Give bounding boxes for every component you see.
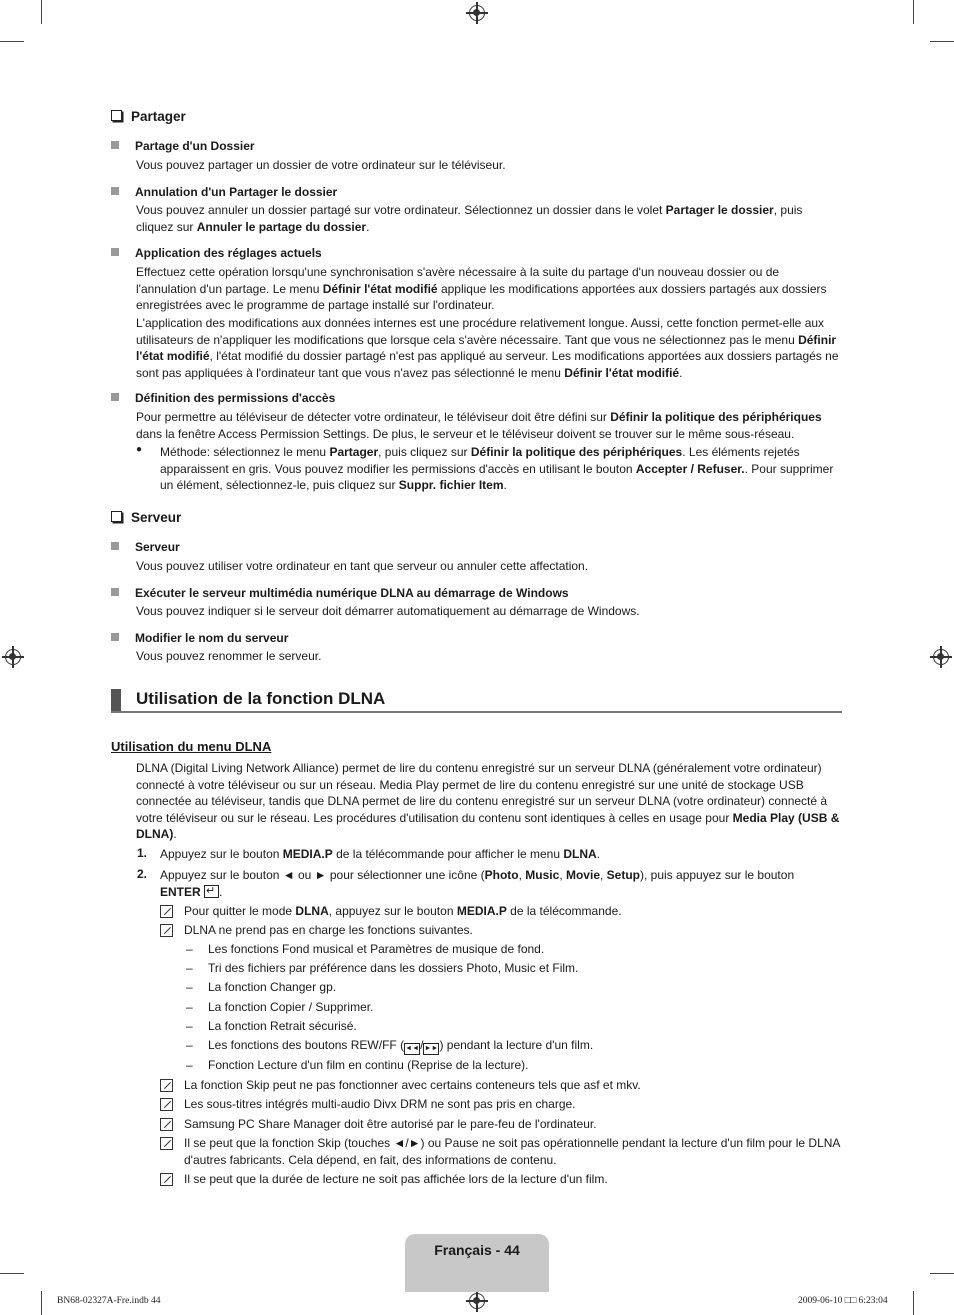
crop-mark: [0, 1273, 24, 1274]
crop-mark: [913, 0, 914, 24]
square-bullet-icon: [111, 248, 119, 256]
note-text: Il se peut que la durée de lecture ne soit pas affichée lors de la lecture d'un film.: [184, 1172, 608, 1186]
dash-bullet: –: [186, 1038, 193, 1052]
file-info: BN68-02327A-Fre.indb 44: [57, 1296, 161, 1306]
registration-mark-icon: [469, 1293, 485, 1309]
paragraph: Vous pouvez renommer le serveur.: [136, 649, 322, 663]
note-icon: [160, 1079, 173, 1092]
subsection-title: Modifier le nom du serveur: [111, 631, 288, 645]
registration-mark-icon: [5, 649, 21, 665]
square-bullet-icon: [111, 633, 119, 641]
crop-mark: [41, 0, 42, 24]
paragraph: Vous pouvez utiliser votre ordinateur en tant que serveur ou annuler cette affectation.: [136, 559, 589, 573]
enter-icon: [204, 885, 219, 898]
dash-bullet: –: [186, 1019, 193, 1033]
paragraph: Pour permettre au téléviseur de détecter votre ordinateur, le téléviseur doit être défini sur Définir la politique des périphériques dans la fenêtre Access Permission Settings. De plus, le serveur et le téléviseur doivent se trouver sur le même sous-réseau.: [136, 410, 822, 441]
checkbox-icon: [111, 110, 122, 121]
note-icon: [160, 924, 173, 937]
step-text: Appuyez sur le bouton MEDIA.P de la télécommande pour afficher le menu DLNA.: [160, 847, 601, 861]
registration-mark-icon: [469, 5, 485, 21]
dash-item: La fonction Copier / Supprimer.: [208, 1000, 374, 1014]
dash-item: La fonction Changer gp.: [208, 980, 337, 994]
square-bullet-icon: [111, 187, 119, 195]
rewind-icon: ◄◄: [404, 1043, 420, 1055]
subsection-title: Serveur: [111, 540, 180, 554]
square-bullet-icon: [111, 588, 119, 596]
note-text: Pour quitter le mode DLNA, appuyez sur le bouton MEDIA.P de la télécommande.: [184, 904, 622, 918]
note-text: Les sous-titres intégrés multi-audio Divx DRM ne sont pas pris en charge.: [184, 1097, 576, 1111]
crop-mark: [0, 41, 24, 42]
paragraph: Effectuez cette opération lorsqu'une synchronisation s'avère nécessaire à la suite du partage d'un nouveau dossier ou de l'annulation d'un partage. Le menu Définir l'état modifié applique les modifications apportées aux dossiers partagés aux dossiers enregistrées avec le programme de partage installé sur l'ordinateur.: [136, 265, 827, 312]
page-number: Français - 44: [434, 1242, 520, 1258]
dash-item: La fonction Retrait sécurisé.: [208, 1019, 357, 1033]
dash-bullet: –: [186, 1058, 193, 1072]
dash-item: Les fonctions Fond musical et Paramètres de musique de fond.: [208, 942, 545, 956]
checkbox-icon: [111, 511, 122, 522]
step-number: 2.: [137, 867, 148, 881]
registration-mark-icon: [933, 649, 949, 665]
bullet-icon: ●: [136, 444, 143, 455]
heading-bar: [111, 689, 121, 711]
intro-paragraph: DLNA (Digital Living Network Alliance) permet de lire du contenu enregistré sur un serveur DLNA (généralement votre ordinateur) connecté à votre téléviseur ou sur un réseau. Media Play permet de lire du contenu enregistré sur une unité de stockage USB connectée au téléviseur, tandis que DLNA permet de lire du contenu enregistré sur un serveur DLNA (votre ordinateur) connecté à votre téléviseur ou sur le réseau. Les procédures d'utilisation du contenu sont identiques à celles en usage pour Media Play (USB & DLNA).: [136, 761, 840, 841]
heading-underline: [111, 711, 842, 713]
dash-item: Les fonctions des boutons REW/FF (◄◄/►►) pendant la lecture d'un film.: [208, 1038, 593, 1055]
note-icon: [160, 1137, 173, 1150]
bullet-text: Méthode: sélectionnez le menu Partager, puis cliquez sur Définir la politique des périphériques. Les éléments rejetés apparaissent en gris. Vous pouvez modifier les permissions d'accès en utilisant le bouton Accepter / Refuser.. Pour supprimer un élément, sélectionnez-le, puis cliquez sur Suppr. fichier Item.: [160, 445, 834, 492]
crop-mark: [41, 1291, 42, 1315]
step-number: 1.: [137, 846, 148, 860]
dash-bullet: –: [186, 961, 193, 975]
note-text: DLNA ne prend pas en charge les fonctions suivantes.: [184, 923, 473, 937]
crop-mark: [913, 1291, 914, 1315]
page-heading: Utilisation de la fonction DLNA: [136, 689, 386, 708]
dash-item: Tri des fichiers par préférence dans les dossiers Photo, Music et Film.: [208, 961, 579, 975]
subsection-title: Application des réglages actuels: [111, 246, 322, 260]
note-text: Samsung PC Share Manager doit être autorisé par le pare-feu de l'ordinateur.: [184, 1117, 597, 1131]
dash-bullet: –: [186, 942, 193, 956]
section-title-partager: Partager: [111, 109, 186, 124]
paragraph: Vous pouvez annuler un dossier partagé sur votre ordinateur. Sélectionnez un dossier dans le volet Partager le dossier, puis cliquez sur Annuler le partage du dossier.: [136, 203, 803, 234]
paragraph: Vous pouvez indiquer si le serveur doit démarrer automatiquement au démarrage de Windows.: [136, 604, 640, 618]
subsection-title: Partage d'un Dossier: [111, 139, 255, 153]
step-text: Appuyez sur le bouton ◄ ou ► pour sélectionner une icône (Photo, Music, Movie, Setup), puis appuyez sur le bouton ENTER ↵ .: [160, 867, 815, 900]
note-icon: [160, 1098, 173, 1111]
note-icon: [160, 905, 173, 918]
fast-forward-icon: ►►: [423, 1043, 439, 1055]
print-date: 2009-06-10 □□ 6:23:04: [798, 1296, 888, 1306]
note-text: Il se peut que la fonction Skip (touches ◄/►) ou Pause ne soit pas opérationnelle pendant la lecture d'un film pour le DLNA d'autres fabricants. Cela dépend, en fait, des informations de contenu.: [184, 1136, 840, 1167]
crop-mark: [930, 41, 954, 42]
dash-bullet: –: [186, 1000, 193, 1014]
square-bullet-icon: [111, 141, 119, 149]
note-icon: [160, 1173, 173, 1186]
crop-mark: [930, 1273, 954, 1274]
section-title-serveur: Serveur: [111, 510, 181, 525]
square-bullet-icon: [111, 393, 119, 401]
note-text: La fonction Skip peut ne pas fonctionner avec certains conteneurs tels que asf et mkv.: [184, 1078, 641, 1092]
subsection-title: Définition des permissions d'accès: [111, 391, 335, 405]
subheading: Utilisation du menu DLNA: [111, 739, 272, 754]
subsection-title: Exécuter le serveur multimédia numérique DLNA au démarrage de Windows: [111, 586, 569, 600]
dash-item: Fonction Lecture d'un film en continu (Reprise de la lecture).: [208, 1058, 529, 1072]
paragraph: Vous pouvez partager un dossier de votre ordinateur sur le téléviseur.: [136, 158, 506, 172]
paragraph: L'application des modifications aux données internes est une procédure relativement longue. Aussi, cette fonction permet-elle aux utilisateurs de n'appliquer les modifications que lorsque cela s'avère nécessaire. Tant que vous ne sélectionnez pas le menu Définir l'état modifié, l'état modifié du dossier partagé n'est pas appliqué au serveur. Les modifications apportées aux dossiers partagés ne sont pas appliquées à l'ordinateur tant que vous n'avez pas sélectionné le menu Définir l'état modifié.: [136, 316, 839, 380]
note-icon: [160, 1118, 173, 1131]
subsection-title: Annulation d'un Partager le dossier: [111, 185, 337, 199]
square-bullet-icon: [111, 542, 119, 550]
dash-bullet: –: [186, 980, 193, 994]
